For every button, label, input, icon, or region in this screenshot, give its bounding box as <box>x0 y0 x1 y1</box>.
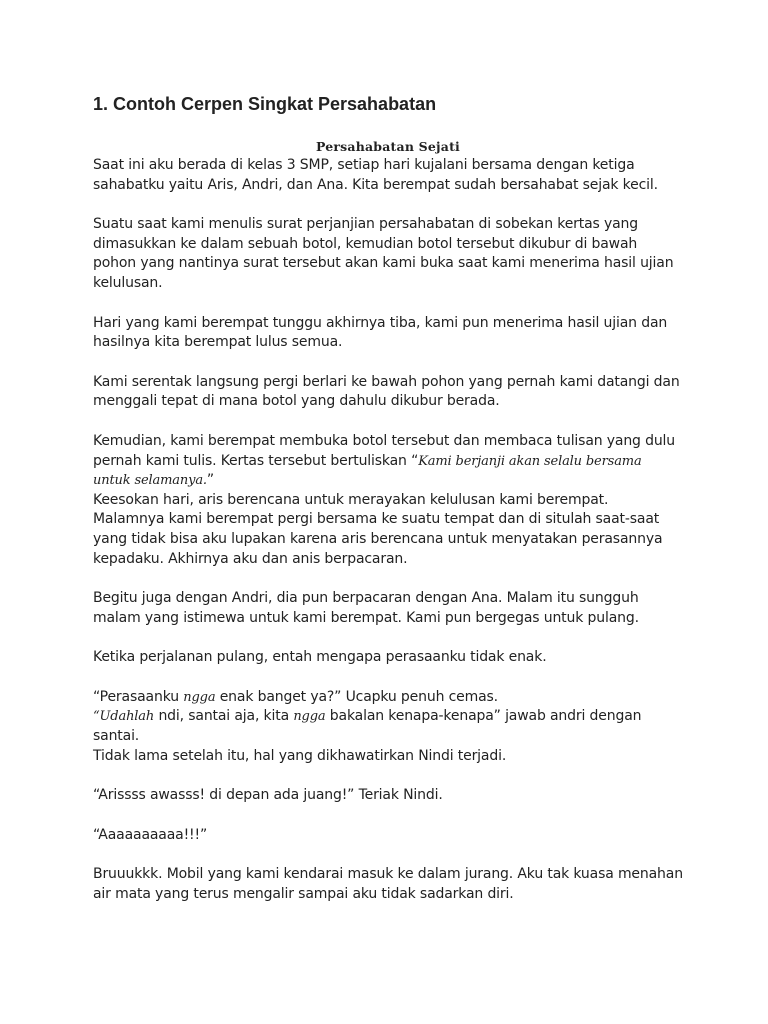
dialogue-text: bakalan kenapa-kenapa” jawab andri dengan santai. <box>93 708 642 745</box>
paragraph-10: “Aaaaaaaaaa!!!” <box>93 826 208 843</box>
dialogue-line-2 <box>93 707 683 746</box>
dialogue-text: enak banget ya?” Ucapku penuh cemas. <box>215 688 498 705</box>
paragraph-5-text: Kemudian, kami berempat membuka botol tersebut dan membaca tulisan yang dulu pernah kami tulis. Kertas tersebut bertuliskan “ <box>93 432 676 469</box>
dialogue-italic: ngga <box>293 709 326 725</box>
dialogue-italic: “Udahlah <box>93 709 155 725</box>
paragraph-1: Saat ini aku berada di kelas 3 SMP, setiap hari kujalani bersama dengan ketiga sahabatku yaitu Aris, Andri, dan Ana. Kita berempat sudah bersahabat sejak kecil. <box>93 157 658 193</box>
dialogue-italic: ngga <box>183 689 216 705</box>
section-heading: 1. Contoh Cerpen Singkat Persahabatan <box>93 94 437 114</box>
paragraph-5-line-3: Malamnya kami berempat pergi bersama ke suatu tempat dan di situlah saat-saat yang tidak bisa aku lupakan karena aris berencana untuk menyatakan perasannya kepadaku. Akhirnya aku dan anis berpacaran. <box>93 511 663 567</box>
paragraph-11: Bruuukkk. Mobil yang kami kendarai masuk ke dalam jurang. Aku tak kuasa menahan air mata yang terus mengalir sampai aku tidak sadarkan diri. <box>93 866 683 903</box>
paragraph-2: Suatu saat kami menulis surat perjanjian persahabatan di sobekan kertas yang dimasukkan ke dalam sebuah botol, kemudian botol tersebut dikubur di bawah pohon yang nantinya surat tersebut akan kami buka saat kami menerima hasil ujian kelulusan. <box>93 216 674 291</box>
quote-close: ” <box>206 472 215 489</box>
paragraph-5 <box>93 432 683 569</box>
paragraph-6: Begitu juga dengan Andri, dia pun berpacaran dengan Ana. Malam itu sungguh malam yang istimewa untuk kami berempat. Kami pun bergegas untuk pulang. <box>93 590 639 626</box>
dialogue-text: ndi, santai aja, kita <box>154 708 294 725</box>
promise-quote: Kami berjanji akan selalu bersama untuk selamanya. <box>93 453 642 489</box>
paragraph-9: “Arissss awasss! di depan ada juang!” Teriak Nindi. <box>93 787 443 804</box>
paragraph-8 <box>93 688 683 766</box>
document-page <box>93 92 683 925</box>
paragraph-7: Ketika perjalanan pulang, entah mengapa perasaanku tidak enak. <box>93 649 547 666</box>
dialogue-line-1 <box>93 688 683 708</box>
story-title: Persahabatan Sejati <box>315 139 460 154</box>
dialogue-text: “Perasaanku <box>93 688 184 705</box>
paragraph-4: Kami serentak langsung pergi berlari ke bawah pohon yang pernah kami datangi dan menggali tepat di mana botol yang dahulu dikubur berada. <box>93 373 680 410</box>
paragraph-3: Hari yang kami berempat tunggu akhirnya tiba, kami pun menerima hasil ujian dan hasilnya kita berempat lulus semua. <box>93 314 668 351</box>
dialogue-line-3: Tidak lama setelah itu, hal yang dikhawatirkan Nindi terjadi. <box>93 747 507 764</box>
paragraph-5-line-2: Keesokan hari, aris berencana untuk merayakan kelulusan kami berempat. <box>93 491 609 508</box>
